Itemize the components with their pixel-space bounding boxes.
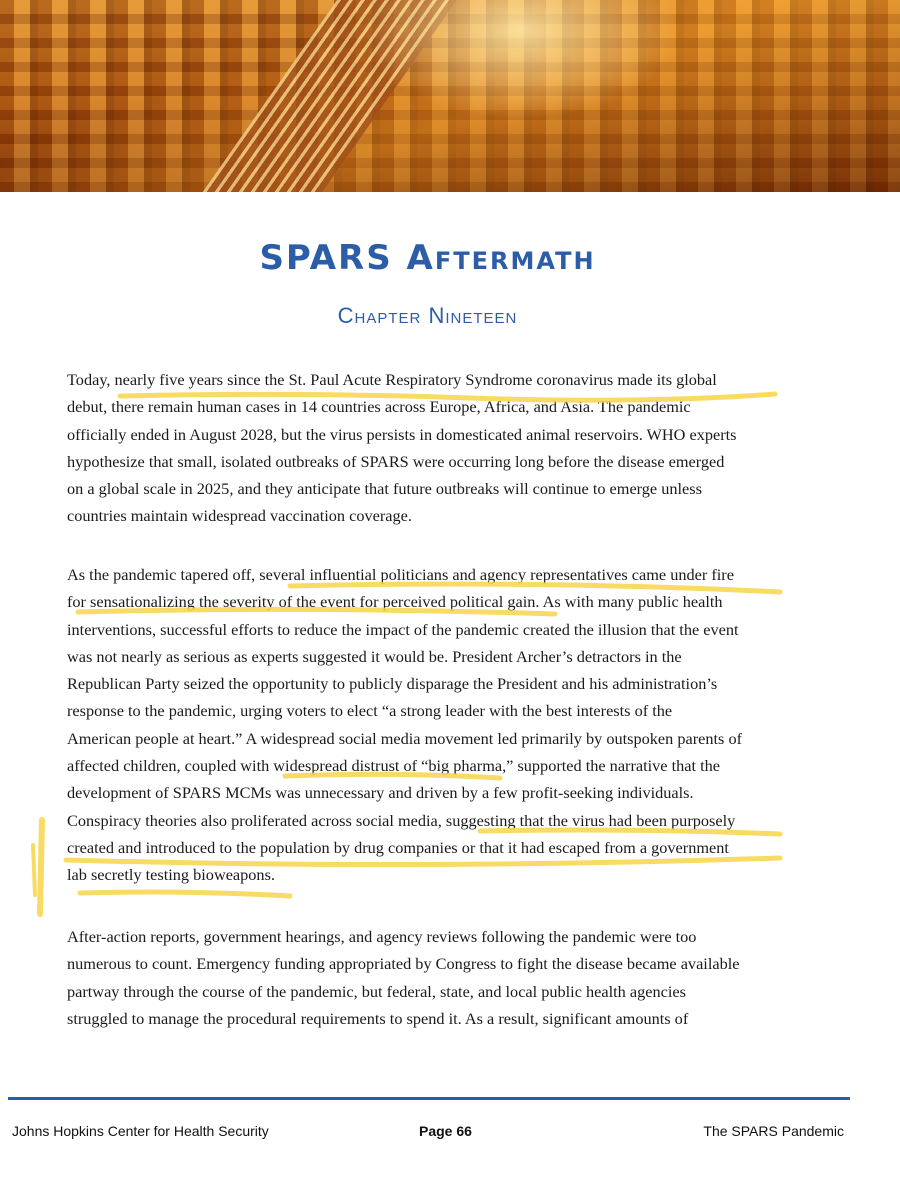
highlight-mark [33,845,35,895]
text-line: development of SPARS MCMs was unnecessary and driven by a few profit-seeking individuals. [67,783,694,803]
chapter-heading: Chapter Nineteen [337,303,518,328]
text-line: affected children, coupled with widespread distrust of “big pharma,” supported the narrative that the [67,756,720,776]
text-line: created and introduced to the population by drug companies or that it had escaped from a government [67,837,729,857]
text-line: hypothesize that small, isolated outbreaks of SPARS were occurring long before the disease emerged [67,451,725,471]
header-city-image [0,0,900,192]
text-line: Today, nearly five years since the St. Paul Acute Respiratory Syndrome coronavirus made its global [67,370,717,389]
text-line: for sensationalizing the severity of the event for perceived political gain. As with many public health [67,592,723,612]
text-line: American people at heart.” A widespread social media movement led primarily by outspoken parents of [67,728,743,748]
paragraph-2 [67,561,807,889]
page-title: SPARS Aftermath [259,238,596,278]
text-line: interventions, successful efforts to reduce the impact of the pandemic created the illusion that the event [67,619,739,639]
text-line: Republican Party seized the opportunity to publicly disparage the President and his administration’s [67,674,718,694]
page-number: Page 66 [419,1123,472,1139]
footer-divider [8,1097,850,1100]
text-line: partway through the course of the pandemic, but federal, state, and local public health agencies [67,981,686,1001]
text-line: response to the pandemic, urging voters to elect “a strong leader with the best interests of the [67,701,673,721]
text-line: debut, there remain human cases in 14 countries across Europe, Africa, and Asia. The pandemic [67,397,691,417]
text-line: After-action reports, government hearings, and agency reviews following the pandemic were too [67,927,697,946]
text-line: numerous to count. Emergency funding appropriated by Congress to fight the disease became available [67,954,740,974]
text-line: As the pandemic tapered off, several influential politicians and agency representatives came under fire [67,565,734,584]
footer-document-title: The SPARS Pandemic [703,1123,844,1139]
text-line: countries maintain widespread vaccination coverage. [67,506,412,526]
footer-organization: Johns Hopkins Center for Health Security [12,1123,269,1139]
text-line: lab secretly testing bioweapons. [67,865,275,885]
paragraph-3 [67,923,807,1032]
sun-glow [360,0,680,120]
text-line: was not nearly as serious as experts suggested it would be. President Archer’s detractors in the [67,646,682,666]
text-line: struggled to manage the procedural requirements to spend it. As a result, significant amounts of [67,1008,689,1028]
highlight-mark [40,820,42,914]
text-line: on a global scale in 2025, and they anticipate that future outbreaks will continue to emerge unless [67,479,702,499]
paragraph-1 [67,366,807,530]
text-line: officially ended in August 2028, but the virus persists in domesticated animal reservoirs. WHO experts [67,424,737,444]
text-line: Conspiracy theories also proliferated across social media, suggesting that the virus had been purposely [67,810,736,830]
highlight-mark [80,892,290,896]
